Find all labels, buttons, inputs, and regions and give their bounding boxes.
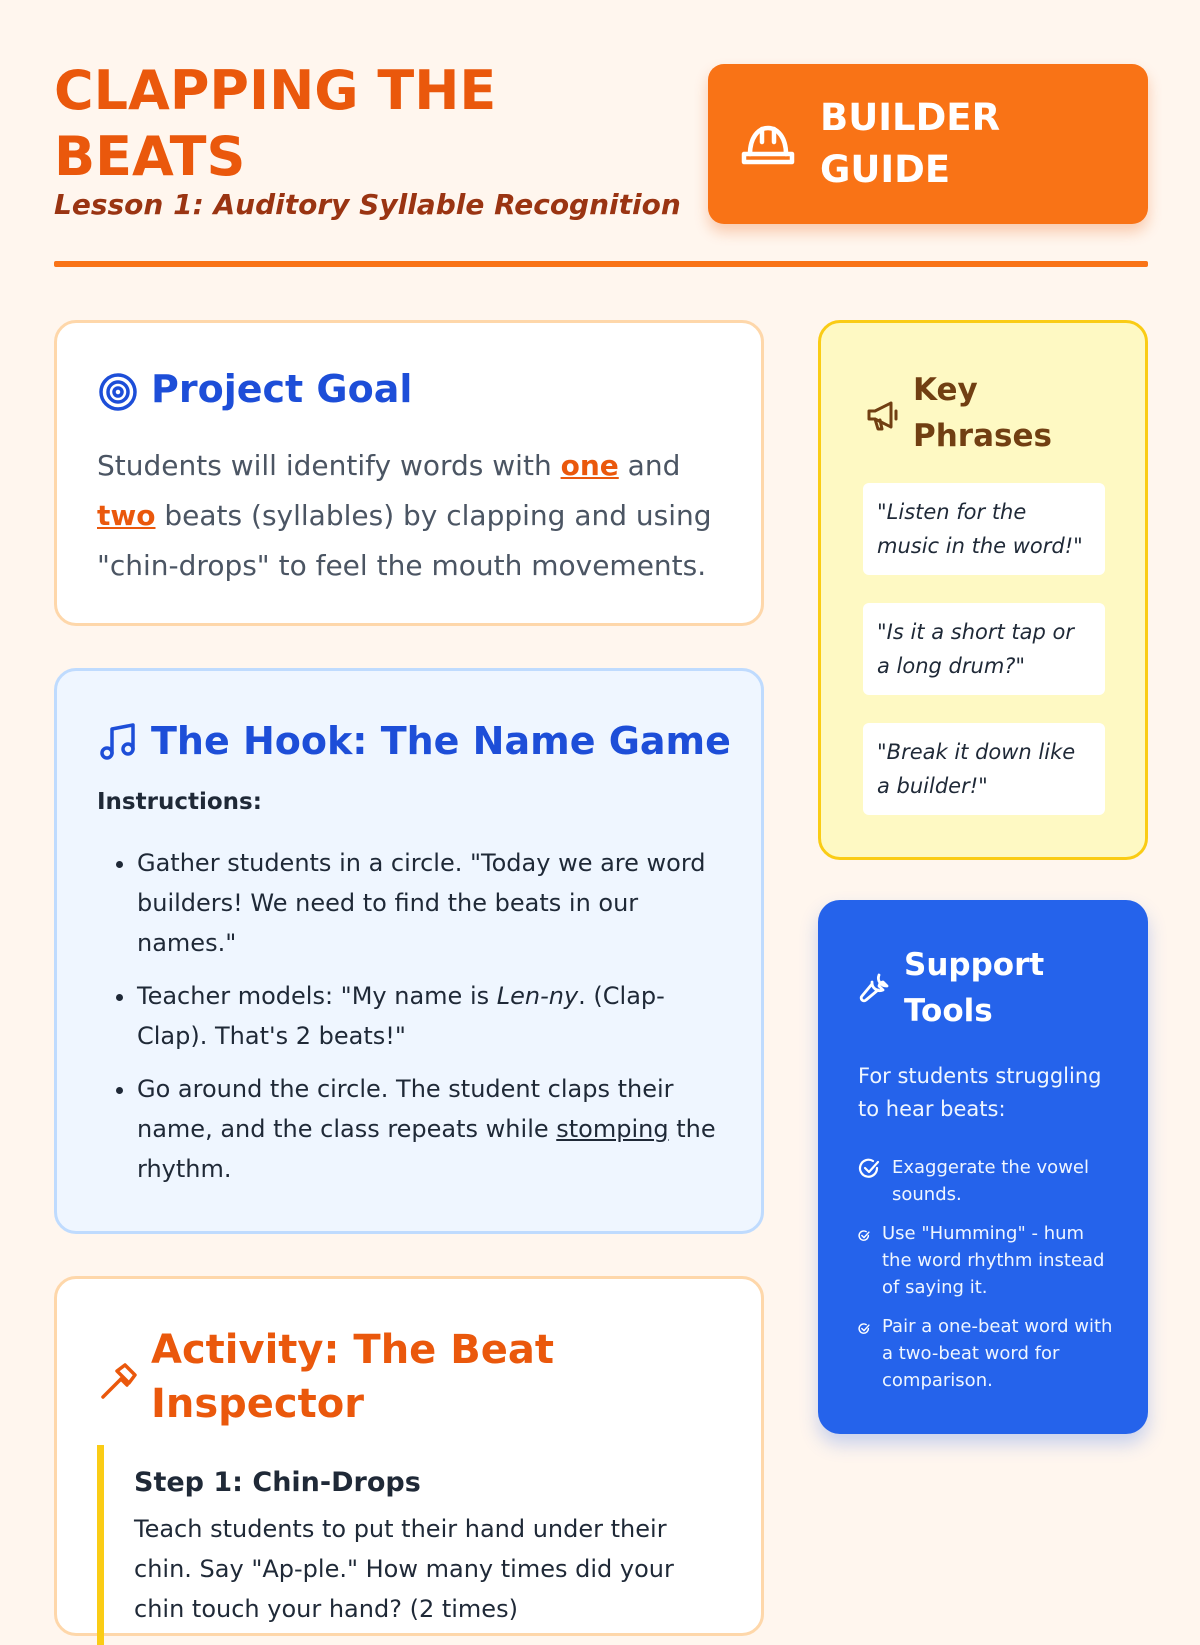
instructions-list bbox=[137, 843, 727, 1202]
project-goal-card bbox=[54, 320, 764, 626]
support-tools-heading: Support Tools bbox=[904, 947, 1045, 1029]
check-circle-icon bbox=[858, 1230, 870, 1242]
check-circle-icon bbox=[858, 1158, 880, 1180]
support-tools-card bbox=[818, 900, 1148, 1434]
highlight-one: one bbox=[560, 449, 619, 482]
music-note-icon bbox=[97, 721, 139, 763]
activity-heading: Activity: The Beat Inspector bbox=[151, 1327, 554, 1427]
list-item: • Teacher models: "My name is Len-ny. (Clap-Clap). That's 2 beats!" bbox=[137, 976, 727, 1056]
hook-card bbox=[54, 668, 764, 1234]
list-item: • Gather students in a circle. "Today we are word builders! We need to find the beats in our names." bbox=[137, 843, 727, 963]
step-1-block bbox=[97, 1445, 717, 1645]
key-phrase: "Listen for the music in the word!" bbox=[863, 483, 1105, 575]
key-phrases-card bbox=[818, 320, 1148, 860]
step-1-title: Step 1: Chin-Drops bbox=[134, 1467, 421, 1498]
highlight-two: two bbox=[97, 499, 156, 532]
list-item: Pair a one-beat word with a two-beat word for comparison. bbox=[858, 1313, 1118, 1394]
activity-card bbox=[54, 1276, 764, 1636]
header-divider bbox=[54, 261, 1148, 267]
wrench-icon bbox=[858, 970, 892, 1004]
badge-label: BUILDER GUIDE bbox=[820, 96, 1001, 191]
key-phrase: "Break it down like a builder!" bbox=[863, 723, 1105, 815]
project-goal-text: Students will identify words with one and two beats (syllables) by clapping and using "chin-drops" to feel the mouth movements. bbox=[97, 449, 712, 582]
target-icon bbox=[97, 371, 139, 413]
hook-heading: The Hook: The Name Game bbox=[151, 719, 731, 763]
key-phrase: "Is it a short tap or a long drum?" bbox=[863, 603, 1105, 695]
hammer-icon bbox=[97, 1361, 139, 1403]
check-circle-icon bbox=[858, 1323, 870, 1335]
list-item: • Go around the circle. The student claps their name, and the class repeats while stomping the rhythm. bbox=[137, 1069, 727, 1189]
list-item: Exaggerate the vowel sounds. bbox=[858, 1154, 1118, 1208]
hard-hat-icon bbox=[738, 116, 798, 168]
instructions-label: Instructions: bbox=[97, 789, 262, 815]
support-lead-text: For students struggling to hear beats: bbox=[858, 1064, 1102, 1121]
page-title: CLAPPING THE BEATS bbox=[54, 59, 497, 188]
lesson-header bbox=[54, 58, 1148, 268]
project-goal-heading: Project Goal bbox=[151, 367, 413, 411]
megaphone-icon bbox=[865, 397, 901, 433]
list-item: Use "Humming" - hum the word rhythm instead of saying it. bbox=[858, 1220, 1118, 1301]
builder-guide-badge bbox=[708, 64, 1148, 224]
step-1-text: Teach students to put their hand under their chin. Say "Ap-ple." How many times did your chin touch your hand? (2 times) bbox=[134, 1515, 674, 1623]
key-phrases-heading: Key Phrases bbox=[913, 372, 1052, 454]
lesson-subtitle: Lesson 1: Auditory Syllable Recognition bbox=[54, 188, 681, 221]
